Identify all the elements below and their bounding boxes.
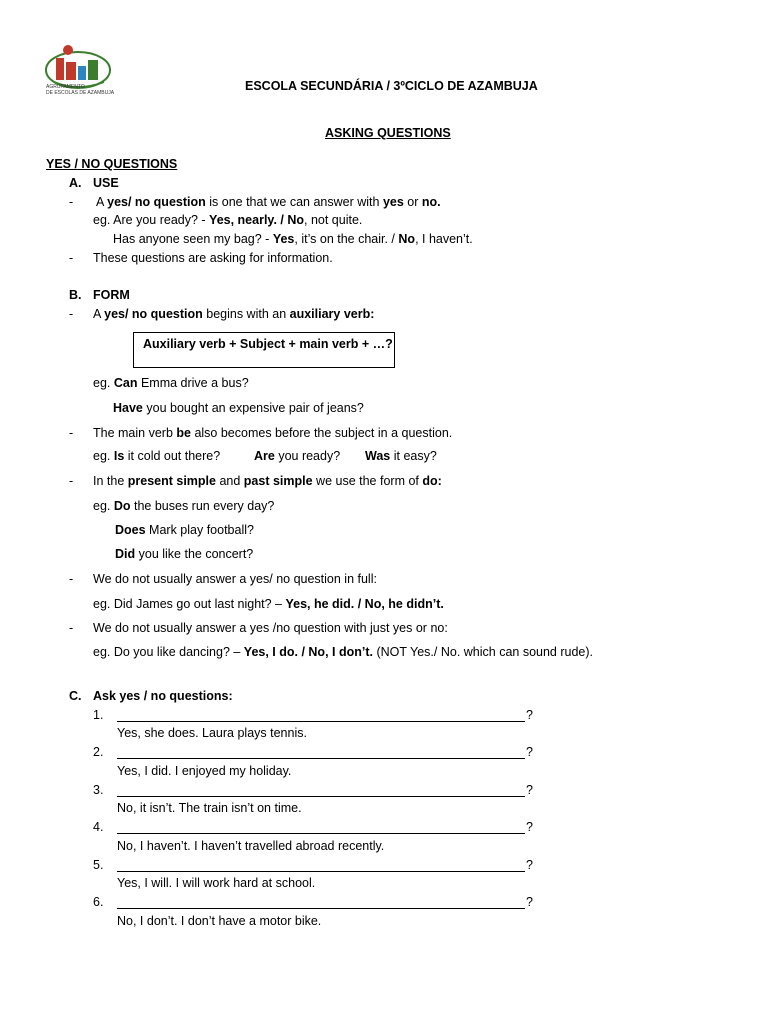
answer-line[interactable] — [117, 908, 525, 909]
question-mark: ? — [526, 858, 533, 872]
text-run: it cold out there? — [124, 449, 221, 463]
text-run: yes/ no question — [107, 195, 206, 209]
form-example-7 — [93, 597, 444, 611]
section-heading: YES / NO QUESTIONS — [46, 157, 178, 171]
use-example-2 — [113, 232, 473, 246]
text-run: the buses run every day? — [130, 499, 275, 513]
text-run: Is — [113, 449, 125, 463]
formula-box — [133, 332, 395, 368]
text-run: present simple — [127, 474, 216, 488]
formula-text: Auxiliary verb + Subject + main verb + …? — [143, 337, 393, 351]
item-number: 4. — [93, 820, 104, 834]
text-run: No — [398, 232, 416, 246]
use-bullet-1 — [96, 195, 441, 209]
text-run: also becomes before the subject in a question. — [190, 426, 453, 440]
text-run: or — [403, 195, 422, 209]
text-run: , not quite. — [304, 213, 363, 227]
text-run: eg. — [93, 499, 114, 513]
form-bullet-2-dash: - — [69, 426, 74, 440]
exercise-label: C. — [69, 689, 82, 703]
text-run: you bought an expensive pair of jeans? — [142, 401, 364, 415]
text-run: yes — [382, 195, 404, 209]
text-run: eg. Did James go out last night? – — [93, 597, 286, 611]
text-run: we use the form of — [312, 474, 423, 488]
text-run: Are — [254, 449, 275, 463]
item-answer: No, I haven’t. I haven’t travelled abroad recently. — [117, 839, 385, 853]
text-run: , I haven’t. — [415, 232, 473, 246]
text-run: Can — [113, 376, 138, 390]
text-run: Have — [113, 401, 143, 415]
text-run: no. — [421, 195, 441, 209]
form-bullet-5: We do not usually answer a yes /no question with just yes or no: — [93, 621, 448, 635]
text-run: and — [215, 474, 244, 488]
form-bullet-5-dash: - — [69, 621, 74, 635]
text-run: eg. Are you ready? - — [93, 213, 210, 227]
form-example-6 — [115, 547, 253, 561]
use-label: A. — [69, 176, 82, 190]
page-title: ASKING QUESTIONS — [325, 126, 451, 140]
form-bullet-4: We do not usually answer a yes/ no question in full: — [93, 572, 377, 586]
text-run: it easy? — [390, 449, 437, 463]
text-run: eg. — [93, 376, 114, 390]
text-run: yes/ no question — [104, 307, 203, 321]
use-bullet-1-dash: - — [69, 195, 74, 209]
text-run: Emma drive a bus? — [137, 376, 249, 390]
form-example-8 — [93, 645, 593, 659]
item-number: 2. — [93, 745, 104, 759]
form-example-3 — [93, 449, 220, 463]
text-run: you like the concert? — [135, 547, 254, 561]
form-heading: FORM — [93, 288, 130, 302]
answer-line[interactable] — [117, 758, 525, 759]
text-run: Yes — [272, 232, 295, 246]
text-run: auxiliary verb: — [289, 307, 375, 321]
text-run: Did — [115, 547, 136, 561]
form-example-3b — [254, 449, 340, 463]
form-bullet-3-dash: - — [69, 474, 74, 488]
text-run: Yes, he did. / No, he didn’t. — [285, 597, 444, 611]
item-answer: Yes, I did. I enjoyed my holiday. — [117, 764, 292, 778]
answer-line[interactable] — [117, 721, 525, 722]
text-run: Was — [365, 449, 391, 463]
form-label: B. — [69, 288, 82, 302]
text-run: In the — [93, 474, 128, 488]
question-mark: ? — [526, 820, 533, 834]
text-run: do: — [422, 474, 442, 488]
text-run: Does — [115, 523, 146, 537]
text-run: you ready? — [274, 449, 341, 463]
item-answer: No, I don’t. I don’t have a motor bike. — [117, 914, 322, 928]
use-example-1 — [93, 213, 362, 227]
logo-caption — [46, 84, 114, 96]
answer-line[interactable] — [117, 796, 525, 797]
text-run: be — [176, 426, 191, 440]
use-heading: USE — [93, 176, 119, 190]
form-bullet-1 — [93, 307, 374, 321]
question-mark: ? — [526, 783, 533, 797]
question-mark: ? — [526, 745, 533, 759]
item-number: 5. — [93, 858, 104, 872]
text-run: begins with an — [202, 307, 290, 321]
form-example-1 — [93, 376, 249, 390]
text-run: Yes, I do. / No, I don’t. — [243, 645, 373, 659]
text-run: Mark play football? — [145, 523, 254, 537]
text-run: Has anyone seen my bag? - — [113, 232, 273, 246]
text-run: Yes, nearly. / No — [209, 213, 304, 227]
text-run: Do — [113, 499, 131, 513]
item-number: 1. — [93, 708, 104, 722]
logo-caption-line-1: AGRUPAMENTO — [46, 84, 85, 90]
item-answer: No, it isn’t. The train isn’t on time. — [117, 801, 302, 815]
use-bullet-2: These questions are asking for information. — [93, 251, 333, 265]
question-mark: ? — [526, 708, 533, 722]
text-run: eg. — [93, 449, 114, 463]
use-bullet-2-dash: - — [69, 251, 74, 265]
item-number: 6. — [93, 895, 104, 909]
form-example-4 — [93, 499, 274, 513]
text-run: , it’s on the chair. / — [294, 232, 399, 246]
form-example-3c — [365, 449, 437, 463]
item-answer: Yes, she does. Laura plays tennis. — [117, 726, 307, 740]
text-run: A — [96, 195, 108, 209]
form-bullet-4-dash: - — [69, 572, 74, 586]
form-example-2 — [113, 401, 364, 415]
form-bullet-1-dash: - — [69, 307, 74, 321]
logo-caption-line-2: DE ESCOLAS DE AZAMBUJA — [46, 90, 115, 96]
item-number: 3. — [93, 783, 104, 797]
answer-line[interactable] — [117, 871, 525, 872]
text-run: past simple — [243, 474, 313, 488]
form-bullet-3 — [93, 474, 442, 488]
question-mark: ? — [526, 895, 533, 909]
text-run: (NOT Yes./ No. which can sound rude). — [372, 645, 594, 659]
exercise-heading: Ask yes / no questions: — [93, 689, 233, 703]
text-run: eg. Do you like dancing? – — [93, 645, 244, 659]
answer-line[interactable] — [117, 833, 525, 834]
school-name: ESCOLA SECUNDÁRIA / 3ºCICLO DE AZAMBUJA — [245, 79, 538, 93]
form-example-5 — [115, 523, 254, 537]
text-run: is one that we can answer with — [205, 195, 383, 209]
item-answer: Yes, I will. I will work hard at school. — [117, 876, 316, 890]
text-run: The main verb — [93, 426, 177, 440]
text-run: A — [93, 307, 105, 321]
form-bullet-2 — [93, 426, 452, 440]
